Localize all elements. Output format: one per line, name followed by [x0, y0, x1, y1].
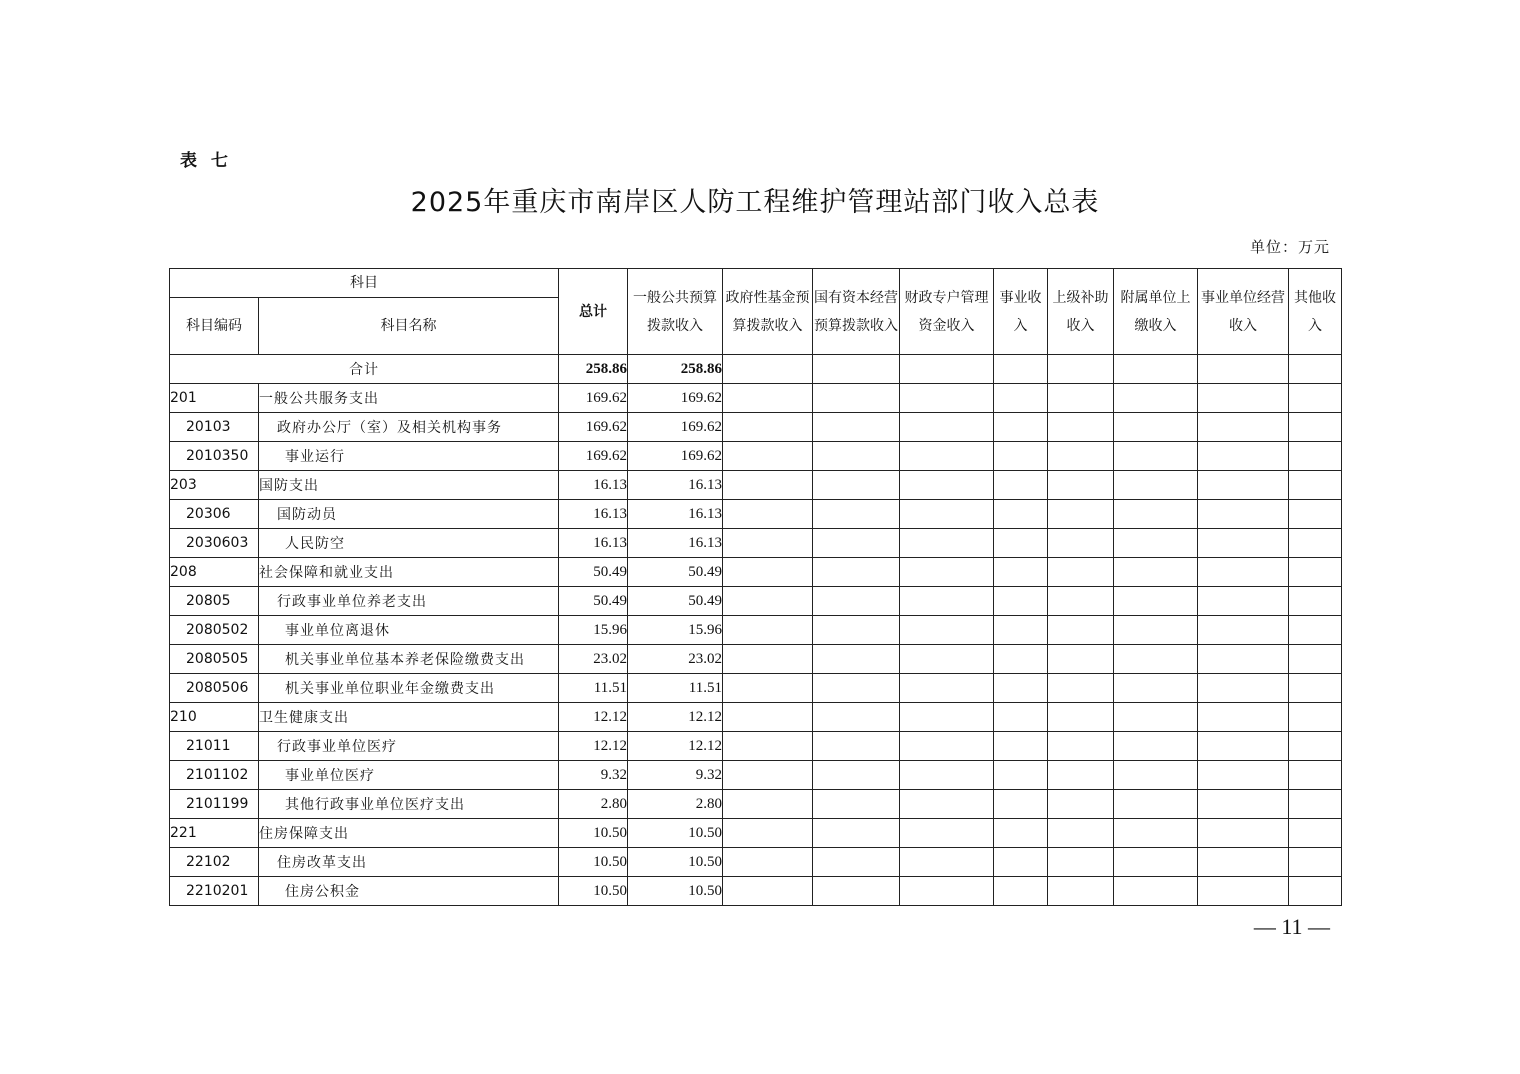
- total-label: 合计: [170, 355, 559, 384]
- total-amount: 9.32: [559, 761, 628, 790]
- empty-cell: [994, 500, 1048, 529]
- header-fiscal-special: 财政专户管理资金收入: [900, 269, 994, 355]
- subject-name: 政府办公厅（室）及相关机构事务: [259, 413, 559, 442]
- subject-name: 机关事业单位基本养老保险缴费支出: [259, 645, 559, 674]
- table-row: [170, 442, 1342, 471]
- general-budget-amount: 23.02: [628, 645, 723, 674]
- subject-code: 208: [170, 558, 259, 587]
- empty-cell: [1114, 558, 1198, 587]
- total-amount: 12.12: [559, 732, 628, 761]
- empty-cell: [1198, 732, 1289, 761]
- total-amount: 11.51: [559, 674, 628, 703]
- empty-cell: [723, 790, 813, 819]
- empty-cell: [1289, 442, 1342, 471]
- subject-code: 221: [170, 819, 259, 848]
- table-row: [170, 413, 1342, 442]
- general-budget-amount: 16.13: [628, 471, 723, 500]
- empty-cell: [723, 616, 813, 645]
- empty-cell: [1048, 703, 1114, 732]
- table-row: [170, 645, 1342, 674]
- empty-cell: [1289, 761, 1342, 790]
- empty-cell: [1048, 558, 1114, 587]
- table-row: [170, 500, 1342, 529]
- table-row: [170, 848, 1342, 877]
- empty-cell: [1048, 645, 1114, 674]
- empty-cell: [1114, 616, 1198, 645]
- empty-cell: [1289, 413, 1342, 442]
- total-amount: 169.62: [559, 384, 628, 413]
- subject-name: 住房保障支出: [259, 819, 559, 848]
- empty-cell: [1289, 471, 1342, 500]
- general-budget-amount: 169.62: [628, 384, 723, 413]
- empty-cell: [1048, 471, 1114, 500]
- empty-cell: [1198, 877, 1289, 906]
- empty-cell: [813, 819, 900, 848]
- empty-cell: [1048, 790, 1114, 819]
- empty-cell: [1289, 645, 1342, 674]
- empty-cell: [1198, 616, 1289, 645]
- empty-cell: [1289, 529, 1342, 558]
- subject-code: 2101102: [170, 761, 259, 790]
- empty-cell: [813, 877, 900, 906]
- empty-cell: [900, 471, 994, 500]
- subject-name: 人民防空: [259, 529, 559, 558]
- header-row: [170, 269, 1342, 298]
- empty-cell: [900, 587, 994, 616]
- empty-cell: [1114, 587, 1198, 616]
- header-state-capital: 国有资本经营预算拨款收入: [813, 269, 900, 355]
- subject-name: 行政事业单位医疗: [259, 732, 559, 761]
- empty-cell: [994, 674, 1048, 703]
- empty-cell: [1289, 877, 1342, 906]
- empty-cell: [994, 790, 1048, 819]
- total-amount: 2.80: [559, 790, 628, 819]
- empty-cell: [1289, 384, 1342, 413]
- subject-code: 210: [170, 703, 259, 732]
- table-row: [170, 384, 1342, 413]
- total-amount: 169.62: [559, 413, 628, 442]
- empty-cell: [900, 355, 994, 384]
- subject-code: 20805: [170, 587, 259, 616]
- empty-cell: [1048, 819, 1114, 848]
- total-amount: 12.12: [559, 703, 628, 732]
- table-row: [170, 529, 1342, 558]
- empty-cell: [994, 355, 1048, 384]
- empty-cell: [900, 761, 994, 790]
- empty-cell: [813, 703, 900, 732]
- total-amount: 169.62: [559, 442, 628, 471]
- general-budget-amount: 169.62: [628, 413, 723, 442]
- empty-cell: [900, 819, 994, 848]
- empty-cell: [1048, 732, 1114, 761]
- empty-cell: [813, 790, 900, 819]
- empty-cell: [1198, 819, 1289, 848]
- empty-cell: [1048, 384, 1114, 413]
- empty-cell: [1048, 529, 1114, 558]
- empty-cell: [1289, 587, 1342, 616]
- empty-cell: [994, 761, 1048, 790]
- total-row: [170, 355, 1342, 384]
- subject-name: 卫生健康支出: [259, 703, 559, 732]
- empty-cell: [723, 500, 813, 529]
- empty-cell: [1114, 471, 1198, 500]
- table-row: [170, 587, 1342, 616]
- subject-code: 2101199: [170, 790, 259, 819]
- empty-cell: [900, 413, 994, 442]
- empty-cell: [723, 413, 813, 442]
- empty-cell: [1048, 616, 1114, 645]
- empty-cell: [723, 645, 813, 674]
- empty-cell: [813, 616, 900, 645]
- general-budget-amount: 10.50: [628, 848, 723, 877]
- general-budget-amount: 50.49: [628, 558, 723, 587]
- empty-cell: [1198, 848, 1289, 877]
- table-row: [170, 732, 1342, 761]
- empty-cell: [994, 819, 1048, 848]
- table-row: [170, 703, 1342, 732]
- total-amount: 15.96: [559, 616, 628, 645]
- empty-cell: [723, 703, 813, 732]
- table-row: [170, 790, 1342, 819]
- empty-cell: [1114, 732, 1198, 761]
- total-amount: 50.49: [559, 558, 628, 587]
- empty-cell: [1114, 790, 1198, 819]
- empty-cell: [1289, 732, 1342, 761]
- empty-cell: [900, 848, 994, 877]
- empty-cell: [994, 529, 1048, 558]
- subject-code: 2080506: [170, 674, 259, 703]
- empty-cell: [1114, 848, 1198, 877]
- empty-cell: [723, 819, 813, 848]
- general-budget-amount: 12.12: [628, 703, 723, 732]
- subject-name: 行政事业单位养老支出: [259, 587, 559, 616]
- total-amount: 16.13: [559, 471, 628, 500]
- empty-cell: [1289, 790, 1342, 819]
- header-subject-code: 科目编码: [170, 298, 259, 355]
- empty-cell: [1048, 848, 1114, 877]
- header-superior-subsidy: 上级补助收入: [1048, 269, 1114, 355]
- empty-cell: [813, 442, 900, 471]
- empty-cell: [813, 471, 900, 500]
- empty-cell: [1114, 500, 1198, 529]
- subject-code: 2030603: [170, 529, 259, 558]
- header-business-income: 事业收入: [994, 269, 1048, 355]
- total-amount: 10.50: [559, 848, 628, 877]
- empty-cell: [723, 761, 813, 790]
- empty-cell: [1048, 500, 1114, 529]
- subject-name: 社会保障和就业支出: [259, 558, 559, 587]
- subject-name: 其他行政事业单位医疗支出: [259, 790, 559, 819]
- subject-name: 一般公共服务支出: [259, 384, 559, 413]
- empty-cell: [994, 413, 1048, 442]
- empty-cell: [723, 674, 813, 703]
- subject-name: 事业单位医疗: [259, 761, 559, 790]
- subject-code: 20306: [170, 500, 259, 529]
- empty-cell: [723, 848, 813, 877]
- empty-cell: [813, 500, 900, 529]
- empty-cell: [1198, 413, 1289, 442]
- empty-cell: [1114, 819, 1198, 848]
- empty-cell: [1114, 645, 1198, 674]
- empty-cell: [994, 645, 1048, 674]
- subject-code: 2210201: [170, 877, 259, 906]
- empty-cell: [1048, 674, 1114, 703]
- subject-code: 22102: [170, 848, 259, 877]
- general-budget-amount: 16.13: [628, 500, 723, 529]
- total-amount: 16.13: [559, 529, 628, 558]
- empty-cell: [1289, 674, 1342, 703]
- subject-code: 201: [170, 384, 259, 413]
- total-amount: 10.50: [559, 819, 628, 848]
- empty-cell: [1048, 877, 1114, 906]
- page-title: 2025年重庆市南岸区人防工程维护管理站部门收入总表: [410, 187, 1100, 218]
- general-budget-amount: 12.12: [628, 732, 723, 761]
- empty-cell: [723, 471, 813, 500]
- empty-cell: [1198, 703, 1289, 732]
- subject-name: 事业单位离退休: [259, 616, 559, 645]
- general-budget-amount: 2.80: [628, 790, 723, 819]
- empty-cell: [1048, 442, 1114, 471]
- empty-cell: [1114, 877, 1198, 906]
- empty-cell: [900, 790, 994, 819]
- empty-cell: [900, 674, 994, 703]
- empty-cell: [1198, 645, 1289, 674]
- total-amount: 16.13: [559, 500, 628, 529]
- empty-cell: [813, 732, 900, 761]
- income-summary-table: [169, 268, 1342, 906]
- empty-cell: [723, 442, 813, 471]
- empty-cell: [1114, 384, 1198, 413]
- subject-code: 21011: [170, 732, 259, 761]
- empty-cell: [723, 732, 813, 761]
- empty-cell: [1198, 529, 1289, 558]
- empty-cell: [1289, 558, 1342, 587]
- empty-cell: [813, 587, 900, 616]
- empty-cell: [1289, 819, 1342, 848]
- empty-cell: [1289, 355, 1342, 384]
- subject-code: 2010350: [170, 442, 259, 471]
- empty-cell: [994, 471, 1048, 500]
- header-unit-operating: 事业单位经营收入: [1198, 269, 1289, 355]
- empty-cell: [900, 732, 994, 761]
- subject-code: 203: [170, 471, 259, 500]
- empty-cell: [1198, 558, 1289, 587]
- empty-cell: [813, 355, 900, 384]
- empty-cell: [1114, 529, 1198, 558]
- table-row: [170, 819, 1342, 848]
- empty-cell: [900, 616, 994, 645]
- empty-cell: [1198, 442, 1289, 471]
- subject-code: 20103: [170, 413, 259, 442]
- empty-cell: [1198, 500, 1289, 529]
- total-amount: 50.49: [559, 587, 628, 616]
- table-row: [170, 877, 1342, 906]
- empty-cell: [994, 442, 1048, 471]
- subject-name: 国防支出: [259, 471, 559, 500]
- table-label: 表 七: [180, 151, 232, 171]
- empty-cell: [813, 529, 900, 558]
- empty-cell: [813, 413, 900, 442]
- total-amount: 10.50: [559, 877, 628, 906]
- empty-cell: [813, 558, 900, 587]
- general-budget-amount: 9.32: [628, 761, 723, 790]
- empty-cell: [1198, 384, 1289, 413]
- empty-cell: [723, 558, 813, 587]
- empty-cell: [994, 587, 1048, 616]
- empty-cell: [994, 848, 1048, 877]
- empty-cell: [1198, 471, 1289, 500]
- empty-cell: [1048, 413, 1114, 442]
- empty-cell: [723, 877, 813, 906]
- empty-cell: [723, 384, 813, 413]
- empty-cell: [900, 703, 994, 732]
- empty-cell: [1114, 674, 1198, 703]
- empty-cell: [723, 529, 813, 558]
- empty-cell: [813, 674, 900, 703]
- empty-cell: [1198, 355, 1289, 384]
- empty-cell: [813, 645, 900, 674]
- unit-label: 单位：万元: [1249, 238, 1330, 256]
- empty-cell: [723, 587, 813, 616]
- header-affiliated-unit: 附属单位上缴收入: [1114, 269, 1198, 355]
- table-row: [170, 558, 1342, 587]
- header-gov-fund: 政府性基金预算拨款收入: [723, 269, 813, 355]
- empty-cell: [900, 442, 994, 471]
- table-row: [170, 471, 1342, 500]
- subject-code: 2080505: [170, 645, 259, 674]
- empty-cell: [1198, 761, 1289, 790]
- header-subject: 科目: [170, 269, 559, 298]
- empty-cell: [994, 877, 1048, 906]
- general-budget-amount: 10.50: [628, 819, 723, 848]
- empty-cell: [900, 645, 994, 674]
- empty-cell: [994, 732, 1048, 761]
- total-general-amount: 258.86: [628, 355, 723, 384]
- empty-cell: [994, 384, 1048, 413]
- subject-name: 机关事业单位职业年金缴费支出: [259, 674, 559, 703]
- empty-cell: [1048, 355, 1114, 384]
- header-subject-name: 科目名称: [259, 298, 559, 355]
- general-budget-amount: 15.96: [628, 616, 723, 645]
- total-amount: 258.86: [559, 355, 628, 384]
- general-budget-amount: 169.62: [628, 442, 723, 471]
- empty-cell: [813, 761, 900, 790]
- empty-cell: [994, 703, 1048, 732]
- empty-cell: [1289, 848, 1342, 877]
- empty-cell: [813, 384, 900, 413]
- subject-code: 2080502: [170, 616, 259, 645]
- table-row: [170, 761, 1342, 790]
- empty-cell: [1198, 790, 1289, 819]
- empty-cell: [994, 616, 1048, 645]
- empty-cell: [1289, 703, 1342, 732]
- empty-cell: [1048, 761, 1114, 790]
- table-row: [170, 674, 1342, 703]
- empty-cell: [813, 848, 900, 877]
- empty-cell: [1114, 761, 1198, 790]
- empty-cell: [900, 877, 994, 906]
- table-row: [170, 616, 1342, 645]
- empty-cell: [1289, 616, 1342, 645]
- subject-name: 事业运行: [259, 442, 559, 471]
- page-number: — 11 —: [1253, 914, 1330, 939]
- empty-cell: [900, 500, 994, 529]
- empty-cell: [1289, 500, 1342, 529]
- general-budget-amount: 11.51: [628, 674, 723, 703]
- empty-cell: [723, 355, 813, 384]
- header-general-budget: 一般公共预算拨款收入: [628, 269, 723, 355]
- empty-cell: [1114, 355, 1198, 384]
- empty-cell: [1198, 587, 1289, 616]
- empty-cell: [900, 384, 994, 413]
- empty-cell: [1114, 442, 1198, 471]
- empty-cell: [994, 558, 1048, 587]
- total-amount: 23.02: [559, 645, 628, 674]
- empty-cell: [900, 558, 994, 587]
- empty-cell: [1198, 674, 1289, 703]
- empty-cell: [1114, 703, 1198, 732]
- subject-name: 住房改革支出: [259, 848, 559, 877]
- header-other-income: 其他收入: [1289, 269, 1342, 355]
- empty-cell: [1114, 413, 1198, 442]
- subject-name: 国防动员: [259, 500, 559, 529]
- general-budget-amount: 16.13: [628, 529, 723, 558]
- subject-name: 住房公积金: [259, 877, 559, 906]
- general-budget-amount: 10.50: [628, 877, 723, 906]
- header-total: 总计: [559, 269, 628, 355]
- empty-cell: [1048, 587, 1114, 616]
- general-budget-amount: 50.49: [628, 587, 723, 616]
- empty-cell: [900, 529, 994, 558]
